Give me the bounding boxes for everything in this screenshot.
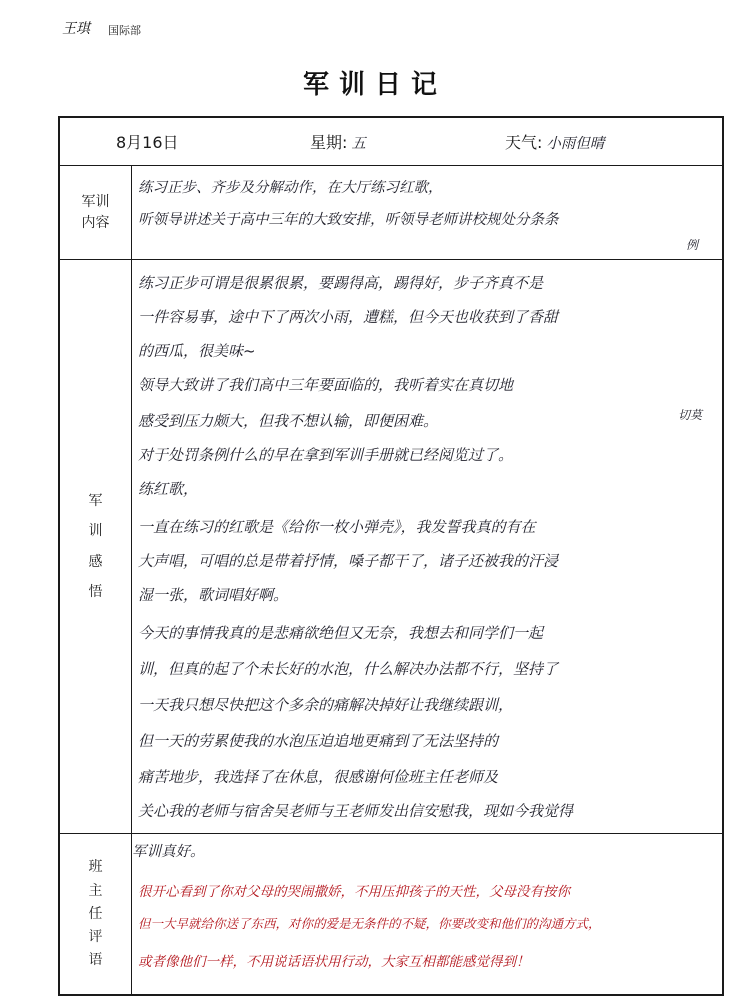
reflection-label-char: 军 [88, 492, 103, 509]
weekday-label: 星期: [310, 133, 348, 152]
reflection-line: 练习正步可谓是很累很累，要踢得高，踢得好，步子齐真不是 [138, 274, 544, 292]
reflection-label-char: 训 [88, 523, 103, 540]
reflection-line: 对于处罚条例什么的早在拿到军训手册就已经阅览过了。 [138, 446, 514, 464]
content-label-line-2: 内容 [81, 214, 110, 231]
weekday-field [310, 130, 366, 153]
comment-label-char: 评 [88, 929, 103, 946]
student-closing-line: 军训真好。 [132, 844, 205, 860]
reflection-line: 的西瓜，很美味~ [138, 342, 256, 360]
reflection-line: 湿一张，歌词唱好啊。 [138, 586, 289, 604]
reflection-line: 痛苦地步，我选择了在休息，很感谢何俭班主任老师及 [138, 768, 499, 786]
page-title: 军训日记 [302, 70, 447, 100]
content-line: 例 [686, 238, 699, 252]
reflection-line: 今天的事情我真的是悲痛欲绝但又无奈，我想去和同学们一起 [138, 624, 544, 642]
weekday-value: 五 [351, 136, 366, 152]
training-reflection-label [60, 260, 132, 833]
training-reflection-row [60, 260, 722, 834]
training-content-label [60, 166, 132, 259]
reflection-line: 练红歌， [138, 480, 199, 498]
header-name: 王琪 [62, 21, 90, 37]
training-reflection-text [138, 260, 716, 833]
content-line: 练习正步、齐步及分解动作，在大厅练习红歌， [138, 180, 443, 196]
date-text: 8月16日 [116, 133, 179, 152]
comment-line: 但一大早就给你送了东西，对你的爱是无条件的不疑，你要改变和他们的沟通方式， [138, 916, 601, 931]
info-row [60, 118, 722, 166]
reflection-label-char: 悟 [88, 583, 103, 600]
comment-label-char: 任 [88, 905, 103, 922]
reflection-line: 关心我的老师与宿舍吴老师与王老师发出信安慰我，现如今我觉得 [138, 802, 574, 820]
weather-field [505, 130, 604, 153]
reflection-line: 感受到压力颇大，但我不想认输，即便困难。 [138, 412, 439, 430]
reflection-line: 但一天的劳累使我的水泡压迫追地更痛到了无法坚持的 [138, 732, 499, 750]
content-line: 听领导讲述关于高中三年的大致安排，听领导老师讲校规处分条条 [138, 212, 559, 228]
comment-label-char: 语 [88, 952, 103, 969]
header-department: 国际部 [108, 24, 141, 37]
reflection-line: 一天我只想尽快把这个多余的痛解决掉好让我继续跟训， [138, 696, 514, 714]
reflection-insert-note: 切莫 [678, 408, 703, 422]
reflection-line: 一直在练习的红歌是《给你一枚小弹壳》，我发誓我真的有在 [138, 518, 536, 536]
comment-label-char: 班 [88, 859, 103, 876]
training-content-row [60, 166, 722, 260]
reflection-line: 一件容易事，途中下了两次小雨，遭糕，但今天也收获到了香甜 [138, 308, 559, 326]
comment-label-char: 主 [88, 882, 103, 899]
training-content-text [138, 166, 716, 259]
reflection-label-char: 感 [88, 553, 103, 570]
weather-label: 天气: [505, 133, 543, 152]
reflection-line: 训，但真的起了个未长好的水泡，什么解决办法都不行，坚持了 [138, 660, 559, 678]
comment-line: 很开心看到了你对父母的哭闹撒娇，不用压抑孩子的天性，父母没有按你 [138, 884, 570, 900]
reflection-line: 领导大致讲了我们高中三年要面临的，我听着实在真切地 [138, 376, 514, 394]
weather-value: 小雨但晴 [546, 136, 605, 152]
teacher-comment-row [60, 834, 722, 994]
content-label-line-1: 军训 [81, 194, 110, 211]
teacher-comment-text [132, 834, 716, 994]
reflection-line: 大声唱，可唱的总是带着抒情，嗓子都干了，诸子还被我的汗浸 [138, 552, 559, 570]
comment-line: 或者像他们一样，不用说话语状用行动，大家互相都能感觉得到！ [138, 954, 530, 970]
diary-sheet [58, 116, 724, 996]
teacher-comment-label [60, 834, 132, 994]
